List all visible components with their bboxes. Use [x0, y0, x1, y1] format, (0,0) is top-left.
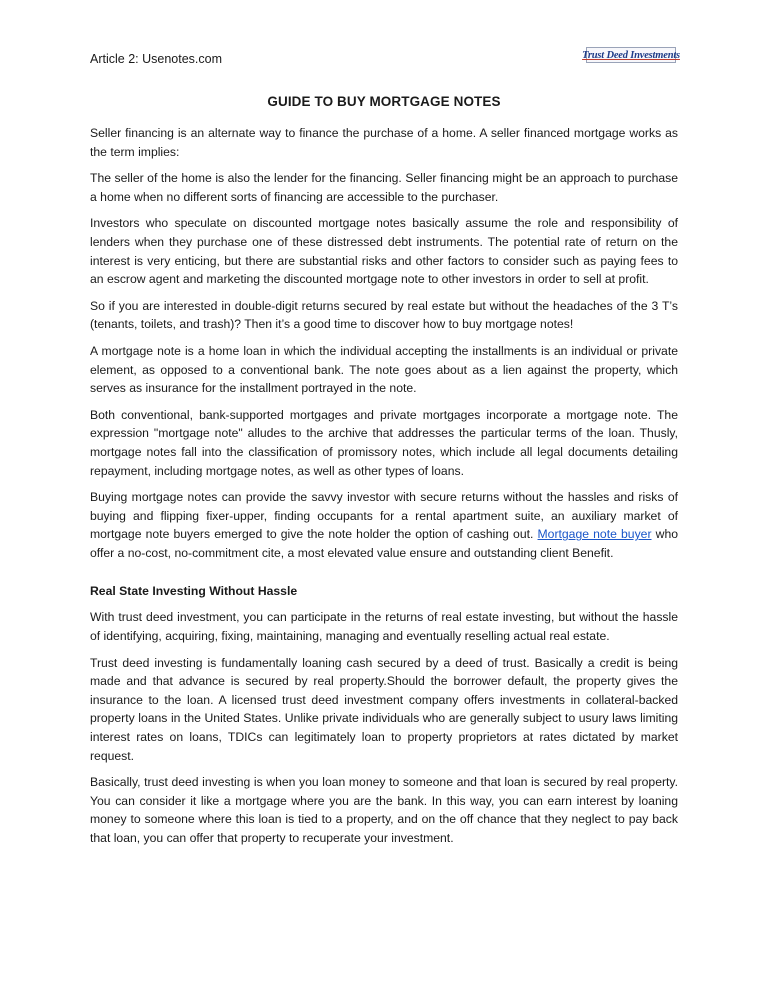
section-heading: Real State Investing Without Hassle [90, 584, 298, 599]
page-title: GUIDE TO BUY MORTGAGE NOTES [267, 94, 501, 109]
paragraph-double-digit: So if you are interested in double-digit returns secured by real estate but without the headaches of the 3 T’s (tenants, toilets, and trash)? Then it’s a good time to discover how to buy mortgage notes! [90, 298, 678, 332]
buying-notes-text: Buying mortgage notes can provide the savvy investor with secure returns without the hassles and risks of buying and flipping fixer-upper, finding occupants for a rental apartment suite, an auxiliary market of mortgage note buyers emerged to give the note holder the option of cashing out. [90, 490, 678, 542]
mortgage-note-buyer-link[interactable]: Mortgage note buyer [537, 527, 652, 542]
buying-notes-text-end: who offer a no-cost, no-commitment cite, a most elevated value ensure and outstanding client Benefit. [90, 527, 678, 560]
paragraph-mortgage-note-definition: A mortgage note is a home loan in which the individual accepting the installments is an individual or private element, as opposed to a conventional bank. The note goes about as a lien against the property, which serves as insurance for the installment portrayed in the note. [90, 343, 678, 396]
article-label: Article 2: Usenotes.com [90, 52, 222, 66]
paragraph-buying-notes [90, 488, 678, 562]
paragraph-conventional-mortgages: Both conventional, bank-supported mortgages and private mortgages incorporate a mortgage note. The expression "mortgage note" alludes to the archive that addresses the particular terms of the loan. Thusly, mortgage notes fall into the classification of promissory notes, which include all legal documents detailing repayment, including mortgage notes, as well as other types of loans. [90, 407, 678, 478]
paragraph-loan-money: Basically, trust deed investing is when you loan money to someone and that loan is secured by real property. You can consider it like a mortgage where you are the bank. In this way, you can earn interest by loaning money to someone where this loan is tied to a property, and on the off chance that they neglect to pay back that loan, you can offer that property to recuperate your investment. [90, 775, 678, 845]
trust-deed-logo [582, 47, 680, 63]
paragraph-trust-deed-investing: Trust deed investing is fundamentally loaning cash secured by a deed of trust. Basically a credit is being made and that advance is secured by real property.Should the borrower default, the property gives the insurance to the loan. A licensed trust deed investment company offers investments in collateral-backed property loans in the United States. Unlike private individuals who are generally subject to usury laws limiting interest rates on loans, TDICs can legitimately loan to property proprietors at rates dictated by market request. [90, 655, 678, 763]
article-body [90, 124, 678, 856]
paragraph-investors: Investors who speculate on discounted mortgage notes basically assume the role and responsibility of lenders when they purchase one of these distressed debt instruments. The potential rate of return on the interest is very enticing, but there are substantial risks and other factors to consider such as paying fees to an escrow agent and marketing the discounted mortgage note to other investors in order to sell at profit. [90, 216, 678, 287]
paragraph-seller-financing: Seller financing is an alternate way to finance the purchase of a home. A seller financed mortgage works as the term implies: [90, 126, 678, 159]
paragraph-seller-lender: The seller of the home is also the lender for the financing. Seller financing might be an approach to purchase a home when no different sorts of financing are accessible to the purchaser. [90, 171, 678, 204]
paragraph-trust-deed-investment: With trust deed investment, you can participate in the returns of real estate investing, but without the hassle of identifying, acquiring, fixing, maintaining, managing and eventually reselling actual real estate. [90, 610, 678, 644]
logo-text: Trust Deed Investments [582, 49, 680, 61]
